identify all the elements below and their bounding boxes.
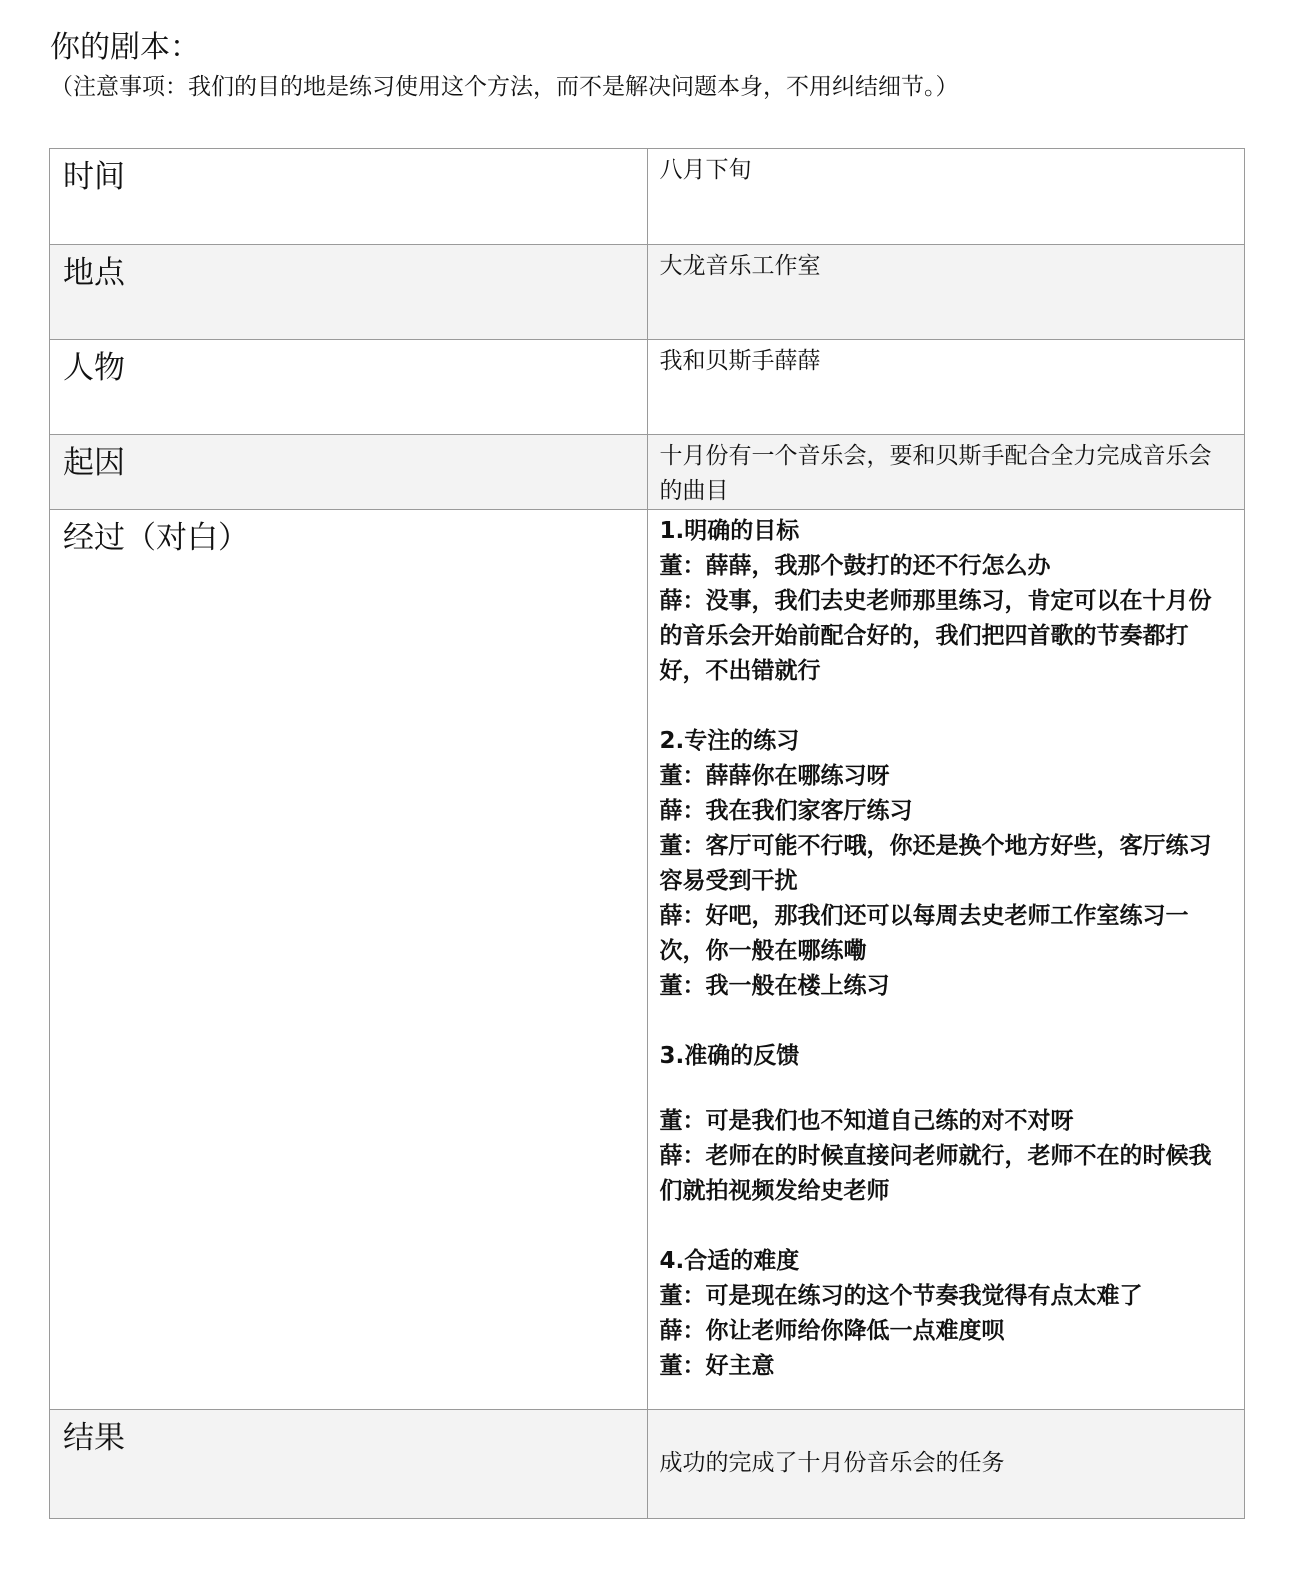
row-label-time: 时间 (63, 159, 125, 195)
page-title: 你的剧本： (50, 30, 200, 65)
cell-value (647, 340, 1245, 435)
cell-value (647, 245, 1245, 340)
table-row-process (50, 510, 1245, 1410)
row-label-people: 人物 (63, 350, 125, 386)
row-label-result: 结果 (63, 1420, 125, 1456)
dialogue-line: 董：好主意 (659, 1353, 775, 1379)
table-row-people (50, 340, 1245, 435)
section-heading: 4.合适的难度 (659, 1248, 800, 1274)
row-value-result: 成功的完成了十月份音乐会的任务 (659, 1450, 1005, 1476)
dialogue-line: 董：薛薛，我那个鼓打的还不行怎么办 (659, 553, 1051, 579)
table-row-cause (50, 435, 1245, 510)
dialogue-line: 薛：老师在的时候直接问老师就行，老师不在的时候我们就拍视频发给史老师 (659, 1143, 1212, 1204)
cell-label (50, 435, 648, 510)
cell-label (50, 340, 648, 435)
dialogue-line: 董：薛薛你在哪练习呀 (659, 763, 890, 789)
section-spacer (660, 1004, 1235, 1039)
table-row-result (50, 1410, 1245, 1519)
cell-value (647, 510, 1245, 1410)
section-heading: 1.明确的目标 (659, 518, 800, 544)
dialogue-line: 董：客厅可能不行哦，你还是换个地方好些，客厅练习容易受到干扰 (659, 833, 1212, 894)
row-value-time: 八月下旬 (659, 157, 752, 183)
section-spacer (660, 1209, 1235, 1244)
dialogue-line: 薛：我在我们家客厅练习 (659, 798, 913, 824)
page-note: （注意事项：我们的目的地是练习使用这个方法，而不是解决问题本身，不用纠结细节。） (50, 74, 959, 100)
row-value-people: 我和贝斯手薛薛 (659, 348, 821, 374)
table-row-time (50, 149, 1245, 245)
dialogue-line: 董：可是我们也不知道自己练的对不对呀 (659, 1108, 1074, 1134)
dialogue-line: 董：我一般在楼上练习 (659, 973, 890, 999)
cell-label (50, 1410, 648, 1519)
row-label-process: 经过（对白） (63, 520, 249, 556)
cell-label (50, 149, 648, 245)
dialogue-block (648, 510, 1245, 1384)
row-label-place: 地点 (63, 255, 125, 291)
dialogue-line: 薛：好吧，那我们还可以每周去史老师工作室练习一次，你一般在哪练嘞 (659, 903, 1189, 964)
section-spacer (660, 1074, 1235, 1104)
cell-label (50, 245, 648, 340)
script-table (49, 148, 1245, 1519)
cell-value (647, 1410, 1245, 1519)
row-value-place: 大龙音乐工作室 (659, 253, 821, 279)
section-heading: 3.准确的反馈 (659, 1043, 800, 1069)
table-row-place (50, 245, 1245, 340)
dialogue-line: 薛：没事，我们去史老师那里练习，肯定可以在十月份的音乐会开始前配合好的，我们把四首歌的节奏都打好，不出错就行 (659, 588, 1212, 684)
cell-value (647, 149, 1245, 245)
row-value-cause: 十月份有一个音乐会，要和贝斯手配合全力完成音乐会的曲目 (659, 443, 1212, 504)
section-heading: 2.专注的练习 (659, 728, 800, 754)
cell-label (50, 510, 648, 1410)
dialogue-line: 薛：你让老师给你降低一点难度呗 (659, 1318, 1005, 1344)
dialogue-line: 董：可是现在练习的这个节奏我觉得有点太难了 (659, 1283, 1143, 1309)
cell-value (647, 435, 1245, 510)
row-label-cause: 起因 (63, 445, 125, 481)
section-spacer (660, 689, 1235, 724)
